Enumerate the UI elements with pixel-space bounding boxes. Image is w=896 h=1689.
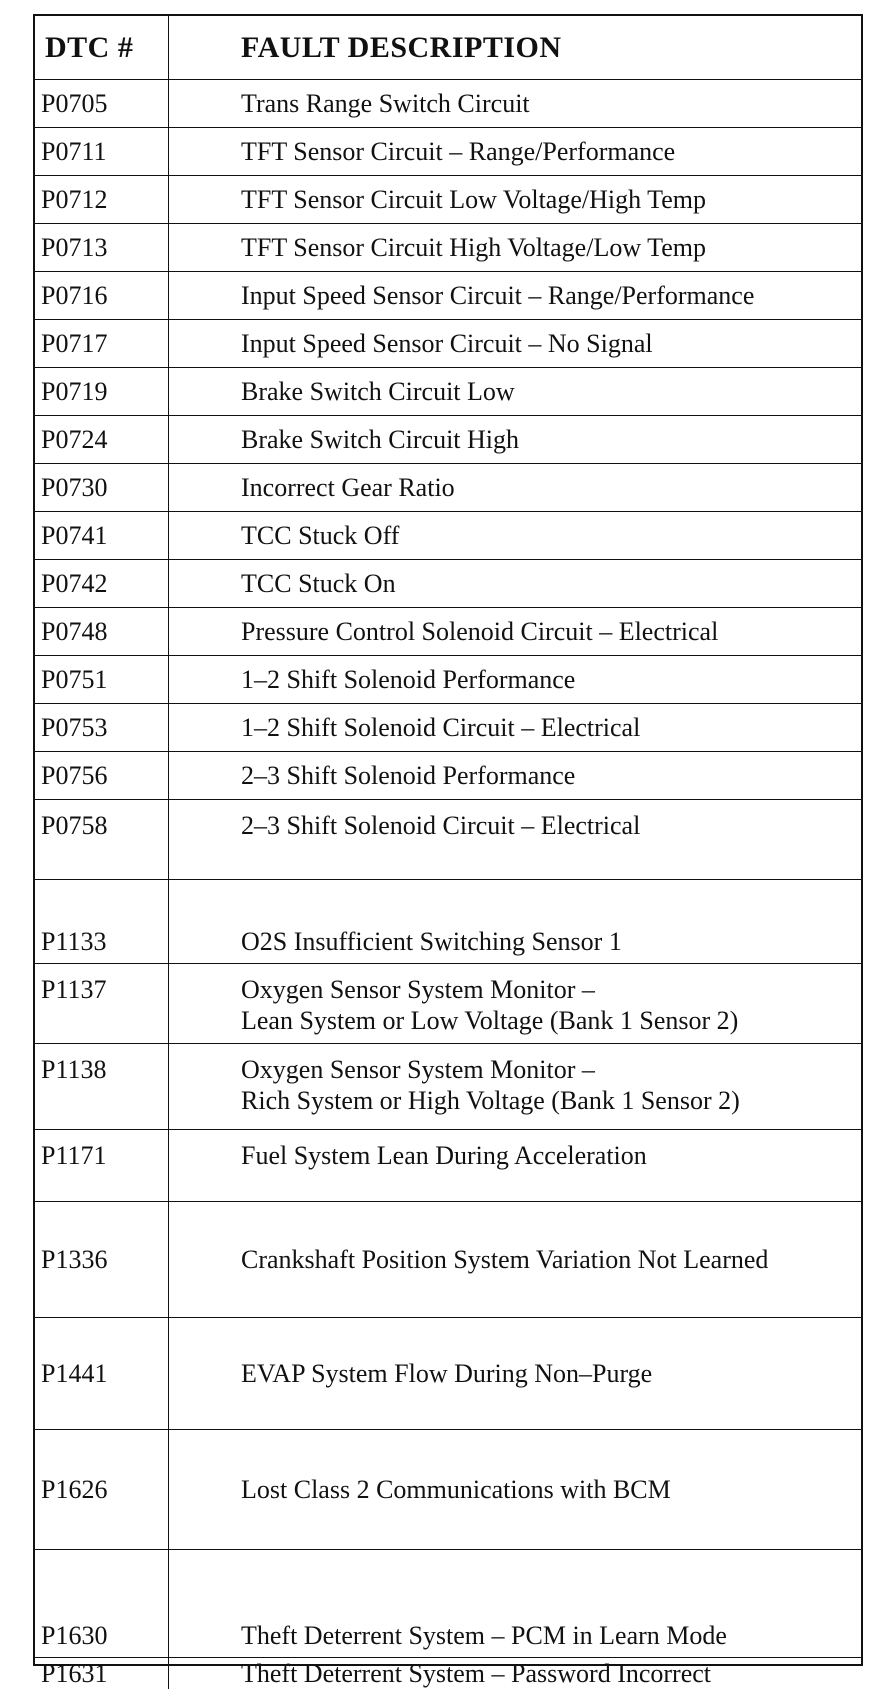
fault-description: TCC Stuck Off <box>169 512 861 560</box>
fault-description: TFT Sensor Circuit – Range/Performance <box>169 128 861 176</box>
dtc-code: P1441 <box>35 1318 169 1430</box>
fault-description: TCC Stuck On <box>169 560 861 608</box>
fault-description: 1–2 Shift Solenoid Performance <box>169 656 861 704</box>
fault-description: TFT Sensor Circuit High Voltage/Low Temp <box>169 224 861 272</box>
fault-description: Lost Class 2 Communications with BCM <box>169 1430 861 1550</box>
fault-description-multiline <box>169 964 861 1044</box>
dtc-code: P1631 <box>35 1658 169 1689</box>
dtc-code: P0756 <box>35 752 169 800</box>
fault-description: 1–2 Shift Solenoid Circuit – Electrical <box>169 704 861 752</box>
dtc-code: P0748 <box>35 608 169 656</box>
fault-description: Trans Range Switch Circuit <box>169 80 861 128</box>
dtc-code: P1133 <box>35 880 169 964</box>
dtc-code: P1626 <box>35 1430 169 1550</box>
fault-description: Input Speed Sensor Circuit – No Signal <box>169 320 861 368</box>
fault-description-line: Oxygen Sensor System Monitor – <box>241 975 595 1004</box>
dtc-code: P0716 <box>35 272 169 320</box>
dtc-code: P0758 <box>35 800 169 880</box>
fault-description-line: Lean System or Low Voltage (Bank 1 Sensor 2) <box>241 1006 739 1036</box>
header-fault-description: FAULT DESCRIPTION <box>169 16 861 80</box>
dtc-code: P0719 <box>35 368 169 416</box>
dtc-code: P1137 <box>35 964 169 1044</box>
dtc-code: P0742 <box>35 560 169 608</box>
fault-description: Crankshaft Position System Variation Not Learned <box>169 1202 861 1318</box>
dtc-code: P1336 <box>35 1202 169 1318</box>
fault-description: Theft Deterrent System – PCM in Learn Mode <box>169 1550 861 1658</box>
fault-description: Fuel System Lean During Acceleration <box>169 1130 861 1202</box>
fault-description: 2–3 Shift Solenoid Circuit – Electrical <box>169 800 861 880</box>
fault-description: Incorrect Gear Ratio <box>169 464 861 512</box>
dtc-code: P0711 <box>35 128 169 176</box>
dtc-code: P0712 <box>35 176 169 224</box>
dtc-table <box>33 14 863 1688</box>
fault-description: Brake Switch Circuit Low <box>169 368 861 416</box>
fault-description: Pressure Control Solenoid Circuit – Electrical <box>169 608 861 656</box>
fault-description-multiline <box>169 1044 861 1130</box>
fault-description: O2S Insufficient Switching Sensor 1 <box>169 880 861 964</box>
dtc-code: P0713 <box>35 224 169 272</box>
fault-description-line: Rich System or High Voltage (Bank 1 Sensor 2) <box>241 1086 740 1116</box>
fault-description: TFT Sensor Circuit Low Voltage/High Temp <box>169 176 861 224</box>
dtc-code: P1138 <box>35 1044 169 1130</box>
dtc-code: P0705 <box>35 80 169 128</box>
dtc-code: P0751 <box>35 656 169 704</box>
dtc-code: P0717 <box>35 320 169 368</box>
dtc-code: P0724 <box>35 416 169 464</box>
dtc-code: P0730 <box>35 464 169 512</box>
fault-description: EVAP System Flow During Non–Purge <box>169 1318 861 1430</box>
fault-description: Theft Deterrent System – Password Incorrect <box>241 1659 712 1688</box>
header-dtc: DTC # <box>35 16 169 80</box>
dtc-code: P0753 <box>35 704 169 752</box>
fault-description-line: Oxygen Sensor System Monitor – <box>241 1055 595 1084</box>
dtc-code: P0741 <box>35 512 169 560</box>
fault-description: Input Speed Sensor Circuit – Range/Performance <box>169 272 861 320</box>
dtc-code: P1630 <box>35 1550 169 1658</box>
fault-description: Brake Switch Circuit High <box>169 416 861 464</box>
fault-description: 2–3 Shift Solenoid Performance <box>169 752 861 800</box>
dtc-code: P1171 <box>35 1130 169 1202</box>
